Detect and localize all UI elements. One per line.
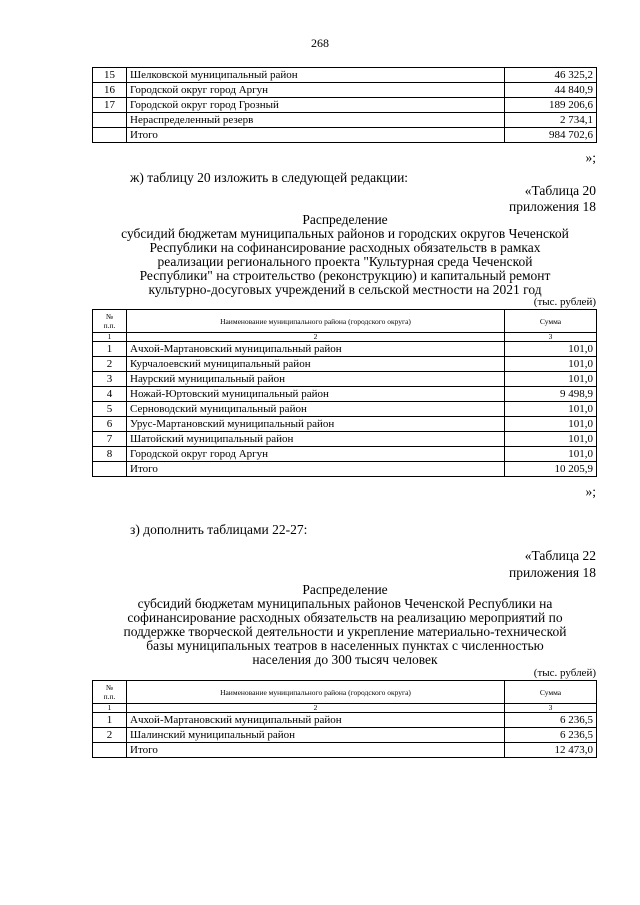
table-row [93,728,597,743]
row-sum: 101,0 [505,417,597,432]
row-name: Наурский муниципальный район [127,372,505,387]
row-name: Шалинский муниципальный район [127,728,505,743]
row-name: Городской округ город Аргун [127,447,505,462]
page-number: 268 [311,36,329,50]
table-continuation [92,67,597,143]
row-sum: 189 206,6 [505,98,597,113]
table20-colnum-row [93,333,597,342]
table20-ref-line1: «Таблица 20 [524,183,596,198]
table-row [93,447,597,462]
colnum-2: 2 [127,704,505,713]
row-number: 7 [93,432,127,447]
header-num-line2: п.п. [103,321,116,330]
row-number: 5 [93,402,127,417]
table22-title-4: поддержке творческой деятельности и укрепление материально-технической [123,624,567,639]
row-number: 3 [93,372,127,387]
row-sum: 6 236,5 [505,728,597,743]
table-row [93,342,597,357]
table20-closing: »; [585,484,596,499]
row-name: Итого [127,743,505,758]
row-sum: 12 473,0 [505,743,597,758]
row-sum: 984 702,6 [505,128,597,143]
row-number [93,462,127,477]
table-row [93,372,597,387]
row-sum: 10 205,9 [505,462,597,477]
row-number [93,128,127,143]
table-row [93,357,597,372]
table20-title-5: Республики" на строительство (реконструкцию) и капитальный ремонт [139,268,551,283]
row-name: Городской округ город Аргун [127,83,505,98]
row-name: Серноводский муниципальный район [127,402,505,417]
row-number: 1 [93,342,127,357]
table20-header-row [93,310,597,333]
table22-title-3: софинансирование расходных обязательств на реализацию мероприятий по [127,610,563,625]
row-name: Итого [127,128,505,143]
row-sum: 46 325,2 [505,68,597,83]
table-22 [92,680,597,758]
row-name: Ачхой-Мартановский муниципальный район [127,713,505,728]
table-row [93,83,597,98]
row-number: 15 [93,68,127,83]
table-row [93,432,597,447]
row-number: 16 [93,83,127,98]
table20-title-3: Республики на софинансирование расходных обязательств в рамках [149,240,541,255]
table22-title-2: субсидий бюджетам муниципальных районов Чеченской Республики на [137,596,553,611]
row-sum: 101,0 [505,432,597,447]
table-row [93,68,597,83]
row-name: Курчалоевский муниципальный район [127,357,505,372]
row-number: 1 [93,713,127,728]
header-num-line2: п.п. [103,692,116,701]
row-name: Урус-Мартановский муниципальный район [127,417,505,432]
table20-title-1: Распределение [302,212,388,227]
table-row [93,462,597,477]
header-num-line1: № [105,683,114,692]
row-name: Ножай-Юртовский муниципальный район [127,387,505,402]
table-row [93,113,597,128]
row-number: 4 [93,387,127,402]
row-sum: 101,0 [505,342,597,357]
row-number: 17 [93,98,127,113]
table22-unit: (тыс. рублей) [533,667,596,679]
table-row [93,743,597,758]
table-row [93,128,597,143]
row-name: Шелковской муниципальный район [127,68,505,83]
row-number [93,743,127,758]
table22-ref-line2: приложения 18 [508,565,596,580]
header-num-line1: № [105,312,114,321]
instruction-z: з) дополнить таблицами 22-27: [130,522,308,537]
table22-colnum-row [93,704,597,713]
row-sum: 6 236,5 [505,713,597,728]
table-20 [92,309,597,477]
row-name: Нераспределенный резерв [127,113,505,128]
table20-title-4: реализации регионального проекта "Культурная среда Чеченской [157,254,533,269]
colnum-2: 2 [127,333,505,342]
header-num [93,681,127,704]
row-number: 2 [93,357,127,372]
row-name: Итого [127,462,505,477]
table22-title-1: Распределение [302,582,388,597]
row-name: Городской округ город Грозный [127,98,505,113]
table22-title-6: населения до 300 тысяч человек [252,652,438,667]
row-sum: 101,0 [505,372,597,387]
row-sum: 101,0 [505,447,597,462]
row-number: 6 [93,417,127,432]
header-sum: Сумма [505,310,597,333]
colnum-3: 3 [505,333,597,342]
table-row [93,387,597,402]
colnum-3: 3 [505,704,597,713]
colnum-1: 1 [93,333,127,342]
row-number: 2 [93,728,127,743]
table22-header-row [93,681,597,704]
table20-ref-line2: приложения 18 [508,199,596,214]
row-name: Ачхой-Мартановский муниципальный район [127,342,505,357]
row-sum: 2 734,1 [505,113,597,128]
row-sum: 101,0 [505,402,597,417]
row-number [93,113,127,128]
table-row [93,417,597,432]
table22-title-5: базы муниципальных театров в населенных пунктах с численностью [146,638,544,653]
table-row [93,402,597,417]
table1-closing: »; [585,150,596,165]
table20-unit: (тыс. рублей) [533,296,596,308]
row-number: 8 [93,447,127,462]
header-name: Наименование муниципального района (городского округа) [127,681,505,704]
table-row [93,713,597,728]
colnum-1: 1 [93,704,127,713]
header-name: Наименование муниципального района (городского округа) [127,310,505,333]
instruction-zh: ж) таблицу 20 изложить в следующей редакции: [130,170,409,185]
header-num [93,310,127,333]
table-row [93,98,597,113]
table22-ref-line1: «Таблица 22 [524,548,596,563]
table20-title-2: субсидий бюджетам муниципальных районов и городских округов Чеченской [121,226,569,241]
row-name: Шатойский муниципальный район [127,432,505,447]
header-sum: Сумма [505,681,597,704]
row-sum: 9 498,9 [505,387,597,402]
row-sum: 44 840,9 [505,83,597,98]
table20-title-6: культурно-досуговых учреждений в сельской местности на 2021 год [148,282,542,297]
row-sum: 101,0 [505,357,597,372]
